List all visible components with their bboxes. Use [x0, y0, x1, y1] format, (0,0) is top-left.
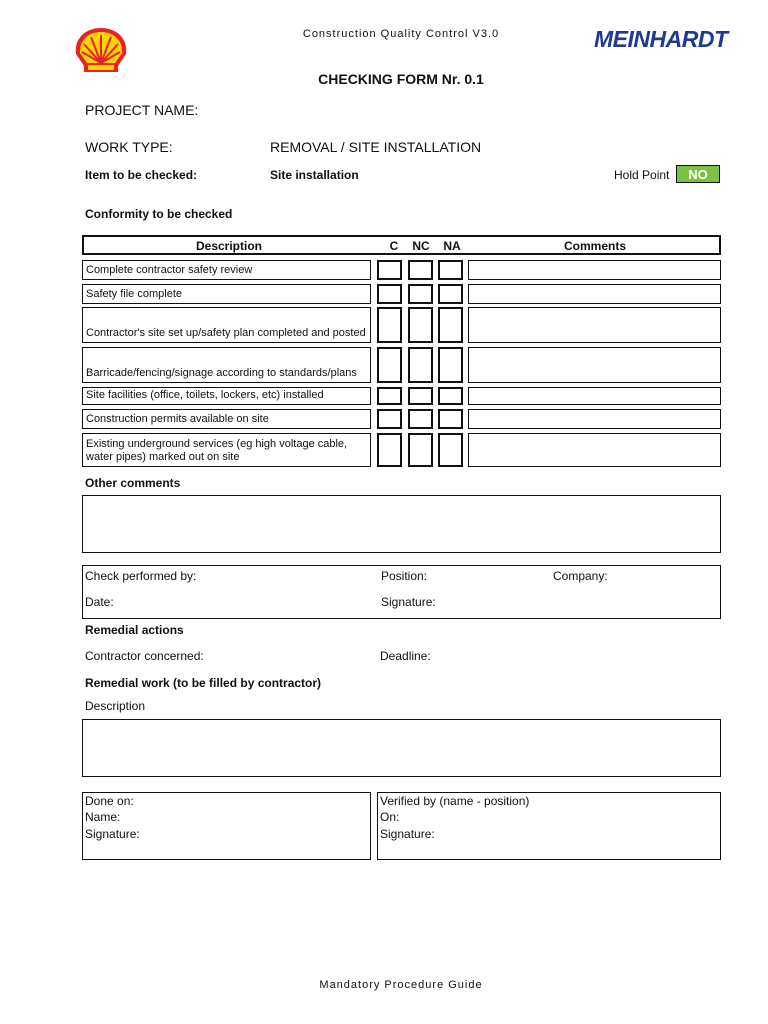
conformity-heading: Conformity to be checked	[85, 207, 233, 221]
row-description-text: Existing underground services (eg high voltage cable, water pipes) marked out on site	[86, 438, 348, 463]
item-to-check-value: Site installation	[270, 168, 359, 182]
row-description-text: Barricade/fencing/signage according to standards/plans	[86, 367, 357, 379]
item-to-check-label: Item to be checked:	[85, 168, 198, 182]
checkbox-c[interactable]	[377, 260, 402, 280]
brand-name: MEINHARDT	[594, 26, 728, 52]
checkbox-nc[interactable]	[408, 347, 433, 383]
name-label: Name:	[85, 810, 121, 824]
column-header-nc: NC	[412, 239, 430, 253]
checkbox-c[interactable]	[377, 433, 402, 467]
checkbox-na[interactable]	[438, 387, 463, 405]
contractor-concerned-label: Contractor concerned:	[85, 649, 204, 663]
project-name-label: PROJECT NAME:	[85, 102, 199, 118]
checkbox-c[interactable]	[377, 409, 402, 429]
row-comment-field[interactable]	[468, 433, 721, 467]
checkbox-na[interactable]	[438, 284, 463, 304]
row-description-text: Complete contractor safety review	[86, 264, 253, 276]
company-label: Company:	[553, 569, 608, 583]
remedial-work-heading: Remedial work (to be filled by contractor)	[85, 676, 322, 690]
checkbox-na[interactable]	[438, 260, 463, 280]
row-comment-field[interactable]	[468, 260, 721, 280]
description-label: Description	[85, 699, 146, 713]
row-comment-field[interactable]	[468, 347, 721, 383]
check-performed-by-label: Check performed by:	[85, 569, 197, 583]
checkbox-na[interactable]	[438, 347, 463, 383]
on-label: On:	[380, 810, 400, 824]
column-header-description: Description	[195, 239, 262, 253]
signature-right-label: Signature:	[380, 827, 435, 841]
table-row-description	[82, 260, 371, 280]
work-type-value: REMOVAL / SITE INSTALLATION	[270, 139, 482, 155]
column-header-c: C	[389, 239, 399, 253]
other-comments-heading: Other comments	[85, 476, 181, 490]
check-performed-block	[82, 565, 721, 619]
other-comments-box[interactable]	[82, 495, 721, 553]
meinhardt-logo	[594, 26, 732, 52]
checkbox-c[interactable]	[377, 347, 402, 383]
verified-by-label: Verified by (name - position)	[380, 794, 530, 808]
checkbox-nc[interactable]	[408, 307, 433, 343]
row-description-text: Safety file complete	[86, 288, 182, 300]
checkbox-nc[interactable]	[408, 387, 433, 405]
row-comment-field[interactable]	[468, 307, 721, 343]
deadline-label: Deadline:	[380, 649, 431, 663]
signature-label: Signature:	[381, 595, 436, 609]
checkbox-c[interactable]	[377, 387, 402, 405]
done-on-box	[82, 792, 371, 860]
header-subtitle: Construction Quality Control V3.0	[302, 28, 500, 40]
position-label: Position:	[381, 569, 428, 583]
table-header	[82, 235, 721, 255]
table-row-description	[82, 387, 371, 405]
remedial-description-box[interactable]	[82, 719, 721, 777]
footer-text: Mandatory Procedure Guide	[319, 979, 483, 991]
row-comment-field[interactable]	[468, 409, 721, 429]
form-title: CHECKING FORM Nr. 0.1	[318, 71, 484, 87]
checkbox-nc[interactable]	[408, 284, 433, 304]
table-row-description	[82, 347, 371, 383]
checkbox-na[interactable]	[438, 433, 463, 467]
column-header-na: NA	[443, 239, 461, 253]
table-row-description	[82, 307, 371, 343]
checkbox-na[interactable]	[438, 307, 463, 343]
row-description-text: Site facilities (office, toilets, lockers, etc) installed	[86, 389, 324, 401]
column-header-comments: Comments	[563, 239, 626, 253]
remedial-actions-heading: Remedial actions	[85, 623, 184, 637]
hold-point-label: Hold Point	[614, 168, 670, 182]
checkbox-c[interactable]	[377, 307, 402, 343]
verified-by-box	[377, 792, 721, 860]
date-label: Date:	[85, 595, 114, 609]
checkbox-c[interactable]	[377, 284, 402, 304]
signature-left-label: Signature:	[85, 827, 140, 841]
row-comment-field[interactable]	[468, 387, 721, 405]
checkbox-nc[interactable]	[408, 409, 433, 429]
checkbox-na[interactable]	[438, 409, 463, 429]
checkbox-nc[interactable]	[408, 260, 433, 280]
table-row-description	[82, 284, 371, 304]
row-comment-field[interactable]	[468, 284, 721, 304]
done-on-label: Done on:	[85, 794, 134, 808]
table-row-description	[82, 409, 371, 429]
work-type-label: WORK TYPE:	[85, 139, 173, 155]
table-row-description	[82, 433, 371, 467]
hold-point-badge: NO	[676, 165, 720, 183]
row-description-text: Contractor's site set up/safety plan completed and posted	[86, 327, 366, 339]
row-description-text: Construction permits available on site	[86, 413, 269, 425]
checkbox-nc[interactable]	[408, 433, 433, 467]
